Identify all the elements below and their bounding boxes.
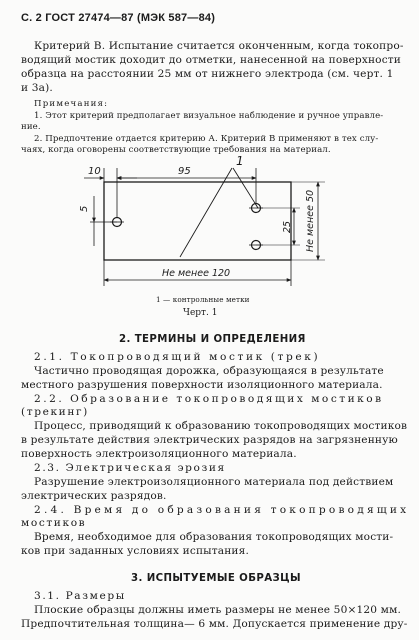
s31-line: Предпочтительная толщина— 6 мм. Допускается применение дру- bbox=[21, 618, 408, 630]
figure-caption: Черт. 1 bbox=[183, 308, 218, 318]
dim-50-label: Не менее 50 bbox=[305, 189, 316, 252]
s23-line: электрических разрядов. bbox=[21, 490, 167, 502]
note-line: 1. Этот критерий предполагает визуальное наблюдение и ручное управле- bbox=[34, 111, 384, 121]
note-line: чаях, когда оговорены соответствующие требования на материал. bbox=[21, 145, 331, 155]
page-header: С. 2 ГОСТ 27474—87 (МЭК 587—84) bbox=[21, 12, 216, 24]
s22-line: Процесс, приводящий к образованию токопроводящих мостиков bbox=[34, 420, 408, 432]
intro-line: и 3а). bbox=[21, 82, 53, 94]
s21-title: 2.1. Токопроводящий мостик (трек) bbox=[34, 351, 321, 363]
section-2-title: 2. ТЕРМИНЫ И ОПРЕДЕЛЕНИЯ bbox=[119, 334, 306, 345]
s22-title: (трекинг) bbox=[21, 406, 89, 418]
s22-line: в результате действия электрических разрядов на загрязненную bbox=[21, 434, 398, 446]
s24-title: 2.4. Время до образования токопроводящих bbox=[34, 504, 410, 516]
section-3-title: 3. ИСПЫТУЕМЫЕ ОБРАЗЦЫ bbox=[131, 573, 301, 584]
dim-95-label: 95 bbox=[178, 166, 191, 177]
dim-120-label: Не менее 120 bbox=[162, 268, 231, 279]
s22-title: 2.2. Образование токопроводящих мостиков bbox=[34, 393, 384, 405]
notes-title: Примечания: bbox=[34, 99, 109, 109]
specimen-outline bbox=[104, 182, 291, 260]
intro-line: образца на расстоянии 25 мм от нижнего электрода (см. черт. 1 bbox=[21, 68, 394, 80]
note-line: 2. Предпочтение отдается критерию А. Критерий В применяют в тех слу- bbox=[34, 134, 379, 144]
intro-line: Критерий В. Испытание считается оконченным, когда токопро- bbox=[34, 40, 404, 52]
s24-line: ков при заданных условиях испытания. bbox=[21, 545, 249, 557]
intro-line: водящий мостик доходит до отметки, нанесенной на поверхности bbox=[21, 54, 402, 66]
s31-title: 3.1. Размеры bbox=[34, 590, 126, 602]
callout-leader-right bbox=[233, 168, 258, 208]
s23-title: 2.3. Электрическая эрозия bbox=[34, 462, 226, 474]
callout-1-label: 1 bbox=[236, 154, 244, 168]
s21-line: Частично проводящая дорожка, образующаяся в результате bbox=[34, 365, 384, 377]
dim-25-label: 25 bbox=[282, 220, 293, 233]
specimen-drawing bbox=[0, 0, 419, 300]
dim-5-label: 5 bbox=[79, 205, 90, 212]
s22-line: поверхность электроизоляционного материала. bbox=[21, 448, 297, 460]
s23-line: Разрушение электроизоляционного материала под действием bbox=[34, 476, 394, 488]
figure-legend: 1 — контрольные метки bbox=[156, 295, 250, 304]
s24-line: Время, необходимое для образования токопроводящих мости- bbox=[34, 531, 394, 543]
s21-line: местного разрушения поверхности изоляционного материала. bbox=[21, 379, 383, 391]
note-line: ние. bbox=[21, 122, 41, 132]
s24-title: мостиков bbox=[21, 517, 87, 529]
dim-10-label: 10 bbox=[88, 166, 101, 177]
s31-line: Плоские образцы должны иметь размеры не менее 50×120 мм. bbox=[34, 604, 401, 616]
